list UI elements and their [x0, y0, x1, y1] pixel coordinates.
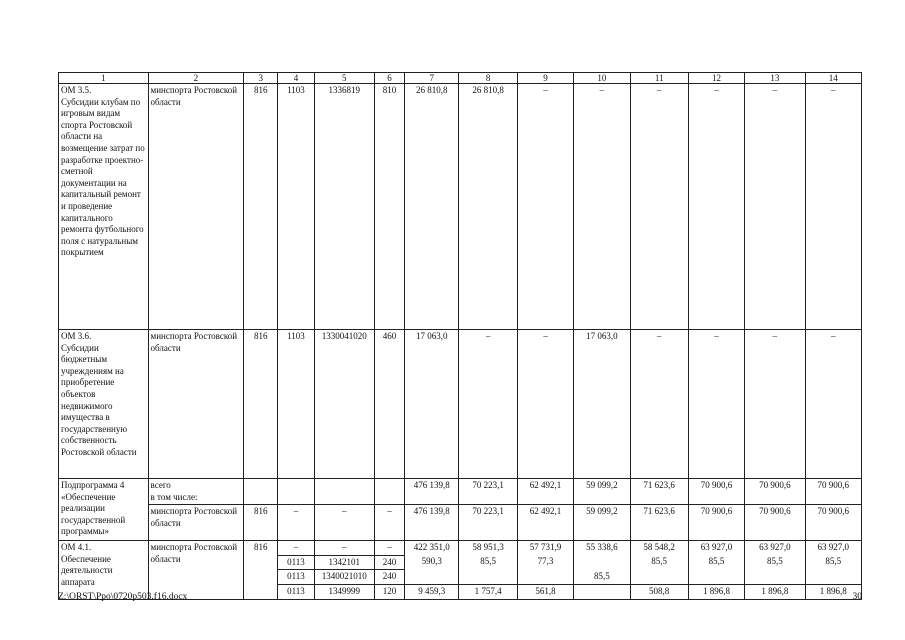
cell-year: 63 927,0 [805, 541, 861, 556]
cell-year: 17 063,0 [574, 330, 630, 479]
page-number: 30 [852, 592, 862, 602]
cell-year: 1 896,8 [688, 584, 744, 599]
total-label: всего в том числе: [148, 479, 244, 505]
cell-year: 70 900,6 [805, 505, 861, 541]
cell-year: 561,8 [517, 584, 573, 599]
cell-vr: 240 [374, 555, 404, 570]
cell-year: 58 951,3 [459, 541, 517, 556]
cell-year: – [517, 84, 573, 330]
cell-year: 70 900,6 [688, 479, 744, 505]
table-row-subprogram-4-total [59, 479, 862, 505]
cell-vr: – [374, 505, 404, 541]
cell-year: – [745, 84, 805, 330]
cell-csr: 1330041020 [314, 330, 374, 479]
column-number-header-row [59, 73, 862, 84]
cell-year: – [459, 330, 517, 479]
cell-grbs: 816 [244, 541, 278, 599]
cell-year: 70 900,6 [745, 505, 805, 541]
table-row-om-3-6 [59, 330, 862, 479]
cell-year: – [805, 330, 861, 479]
cell-total: 422 351,0 [405, 541, 459, 556]
header-cell: 10 [574, 73, 630, 84]
cell-grbs: 816 [244, 330, 278, 479]
cell-empty [278, 479, 314, 505]
cell-year: 62 492,1 [517, 479, 573, 505]
subprogram-name: Подпрограмма 4 «Обеспечение реализации государственной программы» [59, 479, 149, 541]
cell-total: 17 063,0 [405, 330, 459, 479]
cell-csr: – [314, 541, 374, 556]
cell-year: 85,5 [805, 555, 861, 584]
cell-rzpr: – [278, 505, 314, 541]
cell-year: 58 548,2 [630, 541, 688, 556]
cell-csr: 1340021010 [314, 570, 374, 585]
cell-year: 70 900,6 [805, 479, 861, 505]
header-cell: 7 [405, 73, 459, 84]
cell-rzpr: 1103 [278, 330, 314, 479]
executor: минспорта Ростовской области [148, 330, 244, 479]
cell-year: 71 623,6 [630, 505, 688, 541]
cell-year: 26 810,8 [459, 84, 517, 330]
cell-year: 59 099,2 [574, 479, 630, 505]
header-cell: 4 [278, 73, 314, 84]
table-row-om-4-1-main [59, 541, 862, 556]
cell-grbs: 816 [244, 505, 278, 541]
cell-csr: 1349999 [314, 584, 374, 599]
cell-year: – [688, 84, 744, 330]
cell-total: 590,3 [405, 555, 459, 584]
cell-vr: 120 [374, 584, 404, 599]
cell-year: – [745, 330, 805, 479]
cell-year: 85,5 [630, 555, 688, 584]
cell-total: 9 459,3 [405, 584, 459, 599]
cell-grbs: 816 [244, 84, 278, 330]
cell-year: 57 731,9 [517, 541, 573, 556]
cell-year: 1 896,8 [745, 584, 805, 599]
cell-rzpr: 1103 [278, 84, 314, 330]
measure-name: ОМ 3.6. Субсидии бюджетным учреждениям на приобретение объектов недвижимого имущества в государственную собственность Ростовской области [59, 330, 149, 479]
cell-csr: 1342101 [314, 555, 374, 570]
table-row-subprogram-4-minsport [59, 505, 862, 541]
header-cell: 2 [148, 73, 244, 84]
header-cell: 6 [374, 73, 404, 84]
cell-empty [314, 479, 374, 505]
cell-year: 59 099,2 [574, 505, 630, 541]
cell-year: – [630, 84, 688, 330]
cell-total: 476 139,8 [405, 505, 459, 541]
cell-vr: – [374, 541, 404, 556]
cell-year: 85,5 [574, 570, 630, 585]
header-cell: 3 [244, 73, 278, 84]
executor: минспорта Ростовской области [148, 84, 244, 330]
cell-year: 62 492,1 [517, 505, 573, 541]
document-file-path: Z:\ORST\Ppo\0720p503.f16.docx [58, 592, 188, 602]
header-cell: 11 [630, 73, 688, 84]
cell-year: 1 896,8 [805, 584, 861, 599]
header-cell: 9 [517, 73, 573, 84]
cell-year: – [630, 330, 688, 479]
cell-rzpr: – [278, 541, 314, 556]
cell-year: 71 623,6 [630, 479, 688, 505]
cell-year: 70 900,6 [745, 479, 805, 505]
cell-year: – [517, 330, 573, 479]
header-cell: 8 [459, 73, 517, 84]
cell-year: 63 927,0 [745, 541, 805, 556]
cell-vr: 810 [374, 84, 404, 330]
cell-csr: 1336819 [314, 84, 374, 330]
cell-year: 70 900,6 [688, 505, 744, 541]
cell-year: – [805, 84, 861, 330]
header-cell: 1 [59, 73, 149, 84]
cell-year: 85,5 [459, 555, 517, 584]
cell-rzpr: 0113 [278, 584, 314, 599]
budget-table [58, 72, 862, 600]
cell-year: 508,8 [630, 584, 688, 599]
cell-csr: – [314, 505, 374, 541]
cell-year: 77,3 [517, 555, 573, 584]
header-cell: 13 [745, 73, 805, 84]
cell-rzpr: 0113 [278, 555, 314, 570]
cell-year: 70 223,1 [459, 479, 517, 505]
executor: минспорта Ростовской области [148, 505, 244, 541]
cell-year: – [574, 84, 630, 330]
cell-year: 85,5 [745, 555, 805, 584]
executor: минспорта Ростовской области [148, 541, 244, 599]
measure-name: ОМ 3.5. Субсидии клубам по игровым видам спорта Ростовской области на возмещение затрат по разработке проектно-сметной документации на капитальный ремонт и проведение капитального ремонта футбольного поля с натуральным покрытием [59, 84, 149, 330]
cell-year: 70 223,1 [459, 505, 517, 541]
cell-year [574, 584, 630, 599]
cell-year: 1 757,4 [459, 584, 517, 599]
cell-year: 85,5 [688, 555, 744, 584]
header-cell: 14 [805, 73, 861, 84]
cell-total: 476 139,8 [405, 479, 459, 505]
cell-vr: 240 [374, 570, 404, 585]
cell-vr: 460 [374, 330, 404, 479]
cell-empty [374, 479, 404, 505]
cell-year: – [688, 330, 744, 479]
cell-year: 55 338,6 [574, 541, 630, 556]
cell-empty [244, 479, 278, 505]
cell-year: 63 927,0 [688, 541, 744, 556]
header-cell: 12 [688, 73, 744, 84]
header-cell: 5 [314, 73, 374, 84]
cell-total: 26 810,8 [405, 84, 459, 330]
measure-name: ОМ 4.1. Обеспечение деятельности аппарата [59, 541, 149, 599]
cell-year [574, 555, 630, 570]
cell-rzpr: 0113 [278, 570, 314, 585]
table-row-om-3-5 [59, 84, 862, 330]
